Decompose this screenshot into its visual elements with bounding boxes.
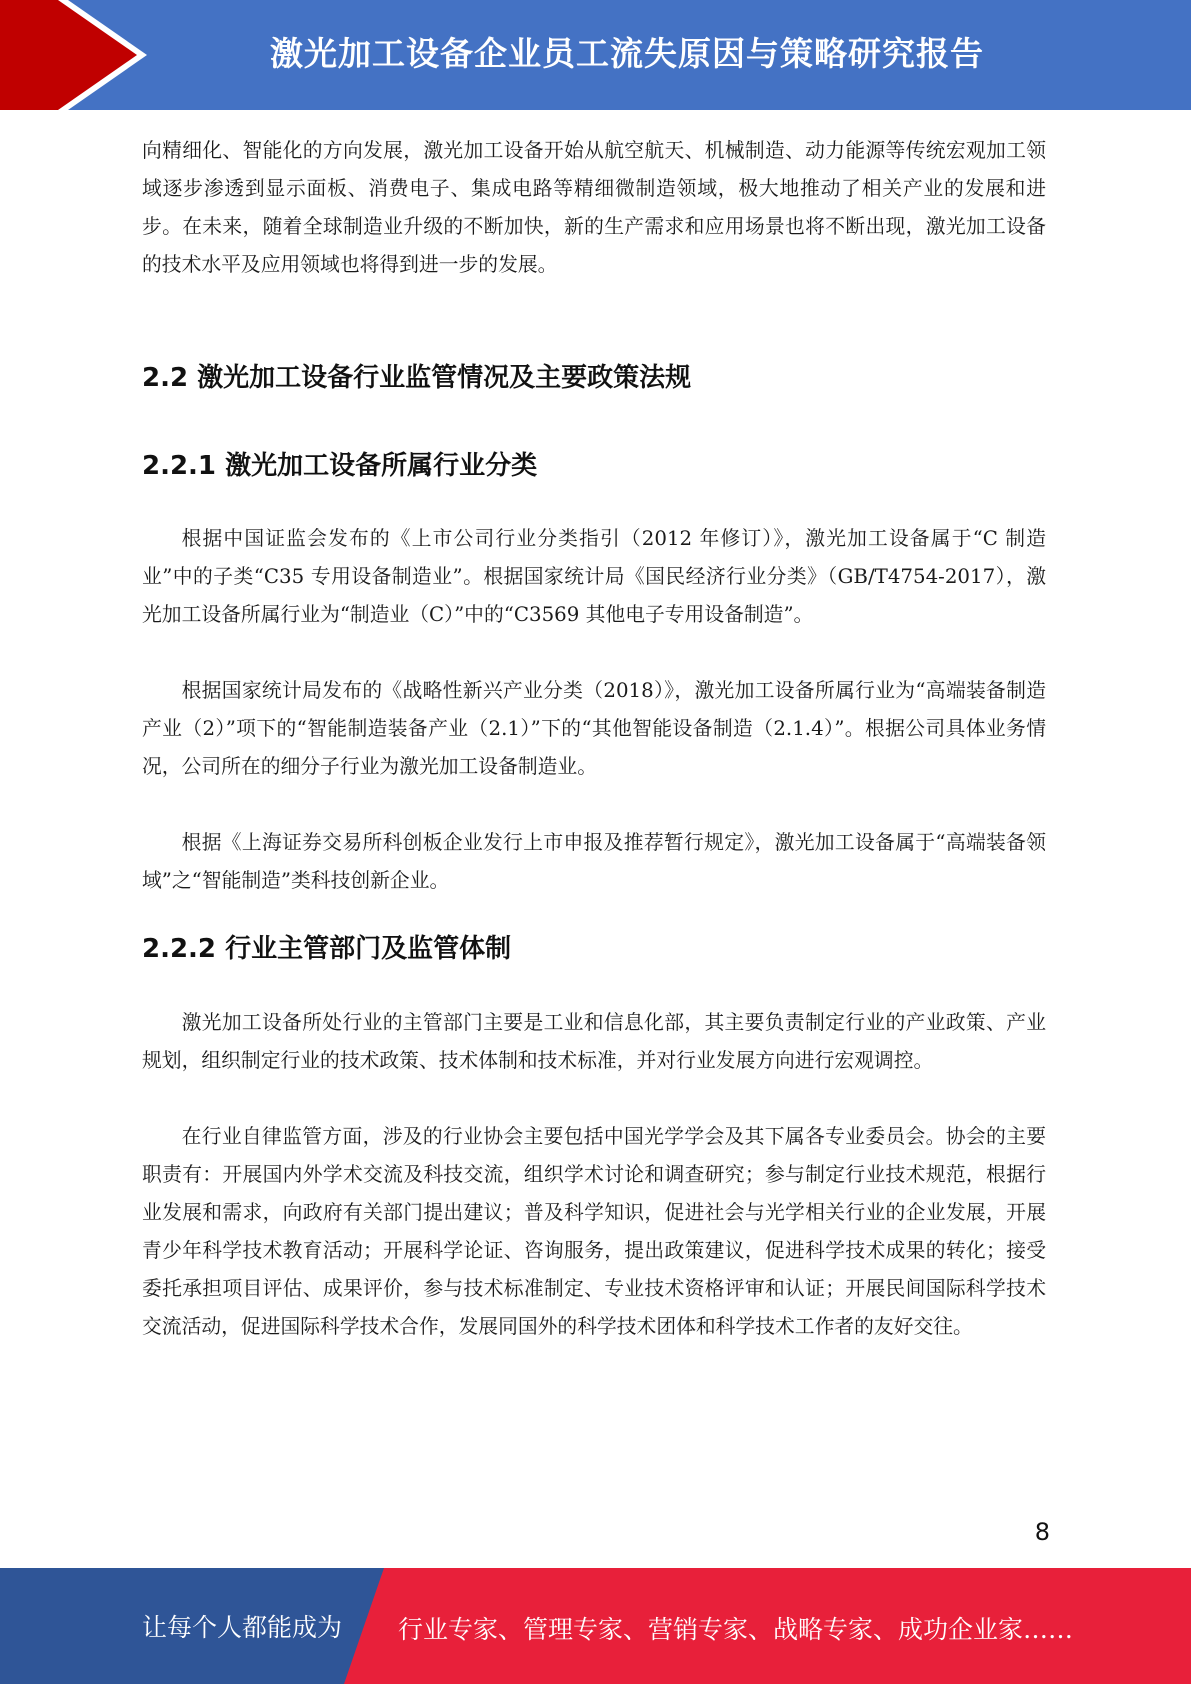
section-heading-2-2-1: 2.2.1 激光加工设备所属行业分类 — [142, 451, 538, 481]
page-header — [0, 0, 1191, 110]
section-heading-2-2-2: 2.2.2 行业主管部门及监管体制 — [142, 934, 512, 964]
paragraph-authority: 激光加工设备所处行业的主管部门主要是工业和信息化部，其主要负责制定行业的产业政策、产业规划，组织制定行业的技术政策、技术体制和技术标准，并对行业发展方向进行宏观调控。 — [142, 1011, 1046, 1072]
footer-slogan-left: 让每个人都能成为 — [142, 1613, 343, 1642]
intro-paragraph: 向精细化、智能化的方向发展，激光加工设备开始从航空航天、机械制造、动力能源等传统宏观加工领域逐步渗透到显示面板、消费电子、集成电路等精细微制造领域，极大地推动了相关产业的发展和进步。在未来，随着全球制造业升级的不断加快，新的生产需求和应用场景也将不断出现，激光加工设备的技术水平及应用领域也将得到进一步的发展。 — [142, 139, 1046, 276]
paragraph-strategic-industry: 根据国家统计局发布的《战略性新兴产业分类（2018）》，激光加工设备所属行业为“高端装备制造产业（2）”项下的“智能制造装备产业（2.1）”下的“其他智能设备制造（2.1.4）”。根据公司具体业务情况，公司所在的细分子行业为激光加工设备制造业。 — [142, 679, 1046, 778]
paragraph-star-market: 根据《上海证券交易所科创板企业发行上市申报及推荐暂行规定》，激光加工设备属于“高端装备领域”之“智能制造”类科技创新企业。 — [142, 831, 1046, 892]
paragraph-industry-classification: 根据中国证监会发布的《上市公司行业分类指引（2012 年修订）》，激光加工设备属于“C 制造业”中的子类“C35 专用设备制造业”。根据国家统计局《国民经济行业分类》（GB/T4754-2017），激光加工设备所属行业为“制造业（C）”中的“C3569 其他电子专用设备制造”。 — [142, 527, 1046, 626]
footer-slogan-right: 行业专家、管理专家、营销专家、战略专家、成功企业家…… — [398, 1615, 1074, 1644]
paragraph-self-regulation: 在行业自律监管方面，涉及的行业协会主要包括中国光学学会及其下属各专业委员会。协会的主要职责有：开展国内外学术交流及科技交流，组织学术讨论和调查研究；参与制定行业技术规范，根据行业发展和需求，向政府有关部门提出建议；普及科学知识，促进社会与光学相关行业的企业发展，开展青少年科学技术教育活动；开展科学论证、咨询服务，提出政策建议，促进科学技术成果的转化；接受委托承担项目评估、成果评价，参与技术标准制定、专业技术资格评审和认证；开展民间国际科学技术交流活动，促进国际科学技术合作，发展同国外的科学技术团体和科学技术工作者的友好交往。 — [142, 1125, 1046, 1338]
header-title: 激光加工设备企业员工流失原因与策略研究报告 — [270, 34, 984, 73]
page-number: 8 — [1034, 1518, 1050, 1546]
page-footer — [0, 1568, 1191, 1684]
document-body — [142, 132, 1046, 1346]
header-red-chevron — [0, 0, 160, 110]
section-heading-2-2: 2.2 激光加工设备行业监管情况及主要政策法规 — [142, 363, 692, 393]
